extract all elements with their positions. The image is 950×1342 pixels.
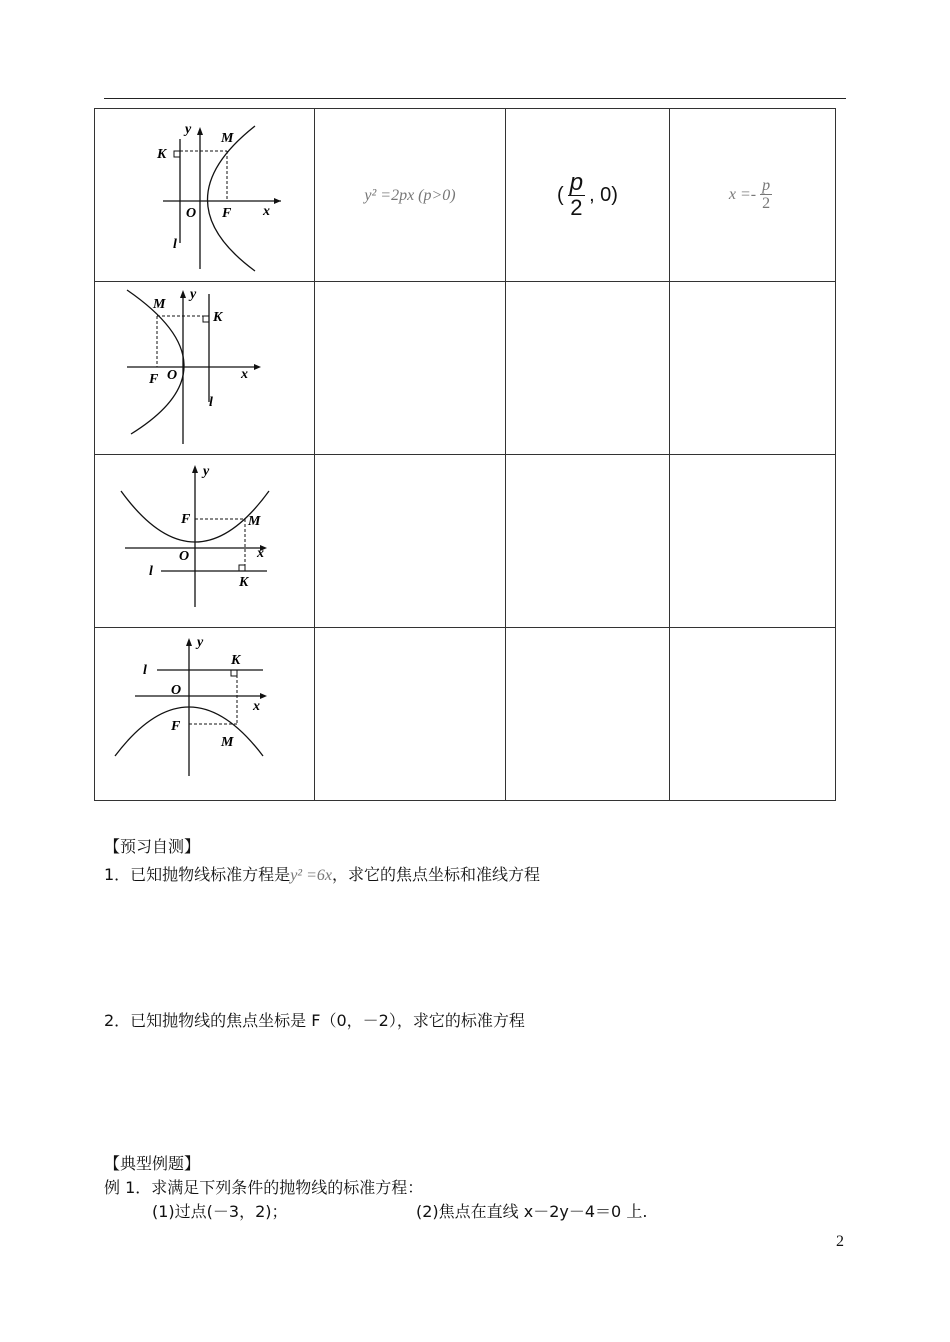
origin-label: O bbox=[178, 549, 189, 564]
directrix-cell bbox=[670, 109, 836, 282]
focus-open-paren: ( bbox=[557, 183, 564, 206]
focus-rest: , 0) bbox=[589, 183, 618, 206]
point-m-label: M bbox=[220, 131, 233, 146]
parabola-table bbox=[94, 108, 836, 801]
directrix-label: l bbox=[148, 564, 153, 579]
directrix-prefix: x =- bbox=[728, 186, 757, 203]
focus-label: F bbox=[170, 719, 180, 734]
directrix-equation bbox=[729, 178, 776, 212]
y-axis-label: y bbox=[189, 287, 196, 302]
equation-cell bbox=[315, 109, 506, 282]
focus-label: F bbox=[180, 512, 190, 527]
x-axis-label: x bbox=[240, 367, 248, 382]
origin-label: O bbox=[166, 368, 177, 383]
equation-cell bbox=[315, 282, 506, 455]
x-axis-label: x bbox=[252, 699, 260, 714]
example-1: 例 1．求满足下列条件的抛物线的标准方程： bbox=[104, 1178, 424, 1197]
directrix-fraction bbox=[760, 178, 772, 212]
y-axis-label: y bbox=[184, 122, 191, 137]
directrix-denominator: 2 bbox=[762, 195, 771, 212]
focus-cell bbox=[506, 455, 670, 628]
equation-cell bbox=[315, 628, 506, 801]
preview-question-1 bbox=[104, 862, 540, 885]
point-k-label: K bbox=[238, 575, 248, 590]
point-m-label: M bbox=[152, 297, 165, 312]
y-axis-label: y bbox=[202, 464, 209, 479]
parabola-figure-up bbox=[105, 457, 305, 625]
parabola-figure-down bbox=[105, 630, 305, 798]
origin-label: O bbox=[185, 206, 196, 221]
page-number: 2 bbox=[836, 1233, 844, 1250]
figure-cell bbox=[95, 109, 315, 282]
table-row bbox=[95, 628, 836, 801]
standard-equation: y² =2px (p>0) bbox=[364, 187, 456, 204]
header-rule bbox=[104, 98, 846, 99]
point-k-label: K bbox=[156, 147, 166, 162]
point-k-label: K bbox=[212, 310, 222, 325]
directrix-label: l bbox=[172, 237, 177, 252]
x-axis-label: x bbox=[262, 204, 270, 219]
example-1-part-2: (2)焦点在直线 x－2y－4＝0 上. bbox=[416, 1202, 648, 1221]
directrix-cell bbox=[670, 455, 836, 628]
point-m-label: M bbox=[220, 735, 233, 750]
y-axis-label: y bbox=[196, 635, 203, 650]
focus-cell bbox=[506, 628, 670, 801]
focus-label: F bbox=[221, 206, 231, 221]
focus-cell bbox=[506, 109, 670, 282]
figure-cell bbox=[95, 628, 315, 801]
focus-denominator: 2 bbox=[570, 195, 583, 220]
table-row bbox=[95, 455, 836, 628]
directrix-label: l bbox=[208, 395, 213, 410]
example-1-part-1: (1)过点(－3，2)； bbox=[152, 1202, 288, 1221]
directrix-numerator: p bbox=[762, 177, 771, 194]
directrix-label: l bbox=[142, 663, 147, 678]
directrix-cell bbox=[670, 282, 836, 455]
focus-coordinates bbox=[557, 171, 618, 219]
preview-question-2: 2．已知抛物线的焦点坐标是 F（0，－2），求它的标准方程 bbox=[104, 1011, 525, 1030]
focus-label: F bbox=[148, 372, 158, 387]
equation-cell bbox=[315, 455, 506, 628]
table-row bbox=[95, 109, 836, 282]
parabola-figure-left bbox=[105, 284, 305, 452]
focus-cell bbox=[506, 282, 670, 455]
directrix-cell bbox=[670, 628, 836, 801]
question-1-before: 1．已知抛物线标准方程是 bbox=[104, 865, 291, 884]
figure-cell bbox=[95, 455, 315, 628]
point-k-label: K bbox=[230, 653, 240, 668]
question-1-math: y² =6x bbox=[290, 867, 332, 884]
table-row bbox=[95, 282, 836, 455]
preview-heading: 【预习自测】 bbox=[104, 837, 201, 856]
x-axis-label: x bbox=[256, 546, 264, 561]
figure-cell bbox=[95, 282, 315, 455]
point-m-label: M bbox=[247, 514, 260, 529]
question-1-after: ，求它的焦点坐标和准线方程 bbox=[331, 865, 540, 884]
parabola-figure-right bbox=[105, 111, 305, 279]
examples-heading: 【典型例题】 bbox=[104, 1154, 201, 1173]
origin-label: O bbox=[170, 683, 181, 698]
focus-numerator: p bbox=[569, 169, 584, 196]
focus-fraction bbox=[568, 171, 585, 219]
